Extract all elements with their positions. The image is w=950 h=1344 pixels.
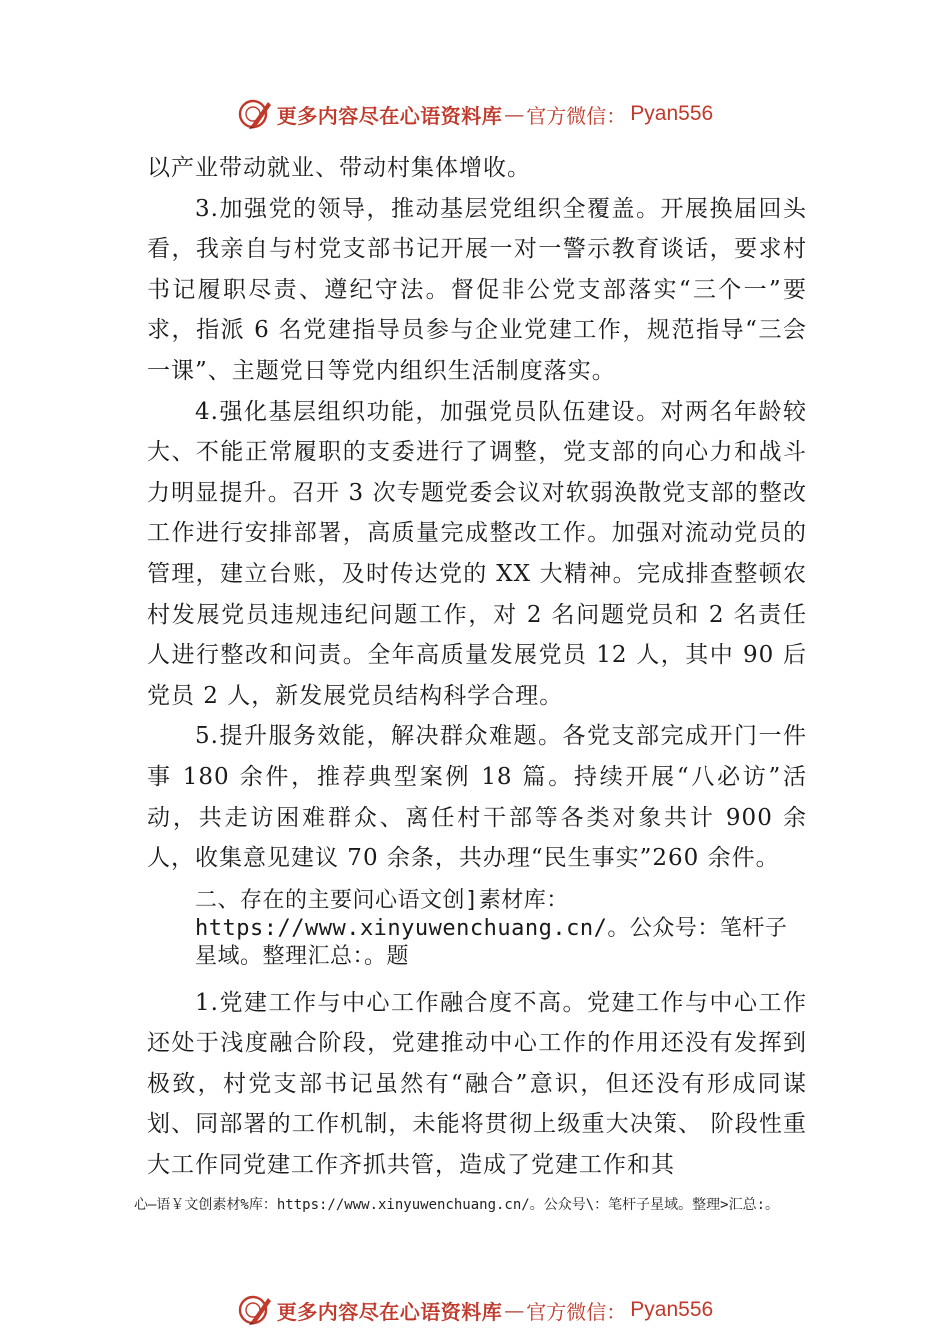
paragraph-1: 以产业带动就业、带动村集体增收。 — [147, 155, 531, 181]
paragraph-4: 5.提升服务效能，解决群众难题。各党支部完成开门一件事 180 余件，推荐典型案例 18 篇。持续开展“八必访”活动，共走访困难群众、离任村干部等各类对象共计 900 余人，收集意见建议 70 余条，共办理“民生事实”260 余件。 — [147, 723, 807, 872]
banner-brand: 更多内容尽在心语资料库 — [276, 103, 503, 128]
paragraph-3: 4.强化基层组织功能，加强党员队伍建设。对两名年龄较大、不能正常履职的支委进行了调整，党支部的向心力和战斗力明显提升。召开 3 次专题党委会议对软弱涣散党支部的整改工作进行安排部署，高质量完成整改工作。加强对流动党员的管理，建立台账，及时传达党的 XX 大精神。完成排查整顿农村发展党员违规违纪问题工作，对 2 名问题党员和 2 名责任人进行整改和问责。全年高质量发展党员 12 人，其中 90 后党员 2 人，新发展党员结构科学合理。 — [147, 398, 807, 709]
paragraph-5: 1.党建工作与中心工作融合度不高。党建工作与中心工作还处于浅度融合阶段，党建推动中心工作的作用还没有发挥到极致，村党支部书记虽然有“融合”意识，但还没有形成同谋划、同部署的工作机制，未能将贯彻上级重大决策、 阶段性重大工作同党建工作齐抓共管，造成了党建工作和其 — [147, 989, 807, 1179]
footer-note: 心—语￥文创素材%库：https://www.xinyuwenchuang.cn/。公众号\：笔杆子星域。整理>汇总:。 — [134, 1197, 780, 1213]
pen-logo-icon — [237, 1292, 273, 1328]
pen-logo-icon — [237, 96, 273, 132]
banner-dash: — — [504, 102, 525, 126]
banner-wechat-handle: Pyan556 — [630, 1298, 714, 1321]
banner-brand: 更多内容尽在心语资料库 — [276, 1299, 503, 1324]
paragraph-2: 3.加强党的领导，推动基层党组织全覆盖。开展换届回头看，我亲自与村党支部书记开展一对一警示教育谈话，要求村书记履职尽责、遵纪守法。督促非公党支部落实“三个一”要求，指派 6 名党建指导员参与企业党建工作，规范指导“三会一课”、主题党日等党内组织生活制度落实。 — [147, 195, 807, 384]
header-banner — [0, 94, 950, 134]
document-body — [147, 148, 807, 1186]
banner-wechat-handle: Pyan556 — [630, 102, 714, 125]
banner-wechat-label: 官方微信： — [526, 1299, 627, 1324]
banner-dash: — — [504, 1298, 525, 1322]
footer-banner — [0, 1290, 950, 1330]
banner-wechat-label: 官方微信： — [526, 103, 627, 128]
section-heading: 二、存在的主要问心语文创]素材库：https://www.xinyuwenchuang.cn/。公众号：笔杆子星域。整理汇总：。题 — [195, 887, 788, 969]
